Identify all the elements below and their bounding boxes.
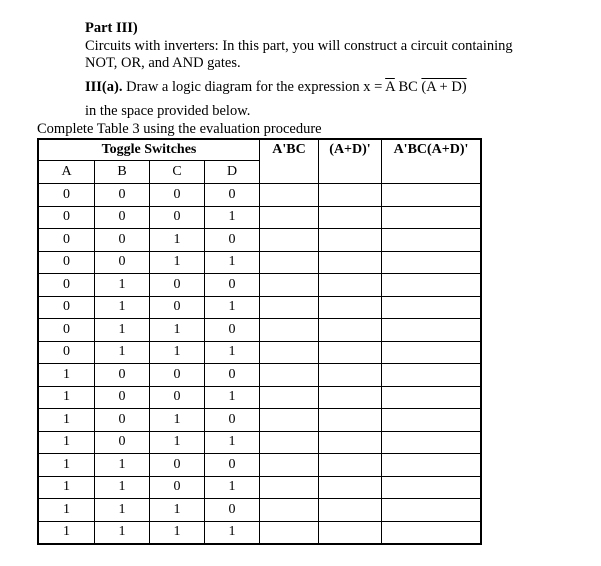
result-cell (319, 409, 382, 432)
input-cell: 1 (95, 476, 150, 499)
task-line-2: in the space provided below. (85, 103, 251, 119)
input-cell: 0 (205, 274, 260, 297)
table-instruction: Complete Table 3 using the evaluation procedure (37, 121, 322, 137)
input-cell: 1 (95, 341, 150, 364)
result-header-product: A'BC(A+D)' (382, 139, 482, 161)
result-cell (319, 521, 382, 544)
table-row (38, 499, 481, 522)
result-cell (260, 364, 319, 387)
result-cell (382, 521, 482, 544)
result-cell (319, 454, 382, 477)
result-cell (260, 521, 319, 544)
result-cell (382, 274, 482, 297)
result-cell (260, 229, 319, 252)
input-cell: 1 (150, 499, 205, 522)
table-row (38, 251, 481, 274)
table-row (38, 476, 481, 499)
result-cell (319, 341, 382, 364)
expr-or-bar: (A + D) (421, 79, 467, 95)
table-row (38, 341, 481, 364)
input-cell: 1 (150, 409, 205, 432)
result-cell (260, 341, 319, 364)
result-cell (319, 229, 382, 252)
result-cell (319, 476, 382, 499)
table-top-header-row (38, 139, 481, 161)
input-cell: 0 (95, 251, 150, 274)
result-cell (260, 184, 319, 207)
input-cell: 0 (38, 341, 95, 364)
table-row (38, 521, 481, 544)
result-cell (319, 386, 382, 409)
table-row (38, 364, 481, 387)
result-cell (260, 499, 319, 522)
result-cell (382, 409, 482, 432)
input-cell: 0 (95, 184, 150, 207)
input-cell: 1 (205, 341, 260, 364)
input-cell: 1 (205, 296, 260, 319)
result-cell (319, 161, 382, 184)
input-cell: 1 (150, 251, 205, 274)
result-cell (382, 319, 482, 342)
toggle-switches-header: Toggle Switches (38, 139, 260, 161)
input-cell: 1 (95, 499, 150, 522)
input-cell: 0 (95, 386, 150, 409)
result-cell (319, 499, 382, 522)
input-cell: 0 (150, 274, 205, 297)
input-cell: 1 (38, 476, 95, 499)
input-cell: 1 (38, 521, 95, 544)
result-cell (382, 184, 482, 207)
input-cell: 1 (95, 296, 150, 319)
table-row (38, 454, 481, 477)
table-row (38, 431, 481, 454)
input-cell: 0 (205, 409, 260, 432)
result-cell (382, 251, 482, 274)
input-cell: 1 (205, 206, 260, 229)
task-label: III(a). (85, 79, 123, 95)
truth-table (37, 138, 482, 545)
result-cell (382, 206, 482, 229)
result-cell (382, 161, 482, 184)
result-cell (319, 319, 382, 342)
input-cell: 1 (150, 319, 205, 342)
input-cell: 1 (150, 521, 205, 544)
input-cell: 0 (95, 409, 150, 432)
result-cell (382, 386, 482, 409)
input-cell: 0 (95, 206, 150, 229)
result-cell (260, 296, 319, 319)
table-row (38, 296, 481, 319)
input-cell: 1 (150, 341, 205, 364)
input-cell: 0 (150, 386, 205, 409)
input-cell: 1 (38, 431, 95, 454)
task-line (85, 79, 467, 95)
input-cell: 0 (205, 229, 260, 252)
input-cell: 1 (95, 454, 150, 477)
result-cell (382, 476, 482, 499)
result-cell (319, 274, 382, 297)
input-cell: 0 (205, 364, 260, 387)
input-cell: 1 (95, 521, 150, 544)
result-cell (260, 161, 319, 184)
section-title: Part III) (85, 20, 138, 36)
table-row (38, 206, 481, 229)
result-cell (319, 431, 382, 454)
input-cell: 0 (205, 499, 260, 522)
table-row (38, 274, 481, 297)
input-header-b: B (95, 161, 150, 184)
result-cell (319, 206, 382, 229)
table-row (38, 319, 481, 342)
result-cell (382, 454, 482, 477)
input-cell: 0 (38, 229, 95, 252)
input-cell: 0 (95, 364, 150, 387)
input-cell: 1 (95, 274, 150, 297)
result-cell (319, 184, 382, 207)
input-header-d: D (205, 161, 260, 184)
input-cell: 1 (150, 229, 205, 252)
input-cell: 1 (205, 476, 260, 499)
result-cell (382, 341, 482, 364)
result-cell (319, 251, 382, 274)
input-header-a: A (38, 161, 95, 184)
intro-line-2: NOT, OR, and AND gates. (85, 55, 241, 71)
input-cell: 0 (95, 431, 150, 454)
intro-line-1: Circuits with inverters: In this part, you will construct a circuit containing (85, 38, 513, 54)
expr-bc: BC (398, 79, 418, 95)
input-cell: 1 (38, 454, 95, 477)
result-cell (260, 431, 319, 454)
result-cell (260, 476, 319, 499)
input-cell: 0 (150, 206, 205, 229)
result-header-abc: A'BC (260, 139, 319, 161)
result-header-a-plus-d: (A+D)' (319, 139, 382, 161)
input-cell: 0 (38, 184, 95, 207)
result-cell (382, 431, 482, 454)
input-cell: 1 (205, 521, 260, 544)
result-cell (319, 296, 382, 319)
input-cell: 0 (38, 319, 95, 342)
input-cell: 0 (95, 229, 150, 252)
input-cell: 0 (150, 476, 205, 499)
input-cell: 0 (38, 251, 95, 274)
result-cell (382, 364, 482, 387)
result-cell (260, 454, 319, 477)
input-cell: 1 (95, 319, 150, 342)
task-text: Draw a logic diagram for the expression x = (126, 79, 383, 95)
input-cell: 0 (150, 364, 205, 387)
input-cell: 0 (38, 274, 95, 297)
table-row (38, 386, 481, 409)
input-cell: 0 (150, 296, 205, 319)
result-cell (260, 251, 319, 274)
input-cell: 0 (205, 454, 260, 477)
table-row (38, 184, 481, 207)
input-cell: 0 (38, 296, 95, 319)
result-cell (382, 229, 482, 252)
input-cell: 0 (205, 184, 260, 207)
table-input-header-row (38, 161, 481, 184)
result-cell (382, 499, 482, 522)
result-cell (382, 296, 482, 319)
expr-a-bar: $\overline{A}$ (385, 79, 395, 95)
input-cell: 1 (205, 386, 260, 409)
result-cell (260, 386, 319, 409)
result-cell (319, 364, 382, 387)
input-cell: 0 (150, 454, 205, 477)
table-row (38, 409, 481, 432)
input-cell: 1 (38, 499, 95, 522)
result-cell (260, 409, 319, 432)
input-cell: 0 (38, 206, 95, 229)
input-cell: 0 (205, 319, 260, 342)
input-cell: 1 (38, 364, 95, 387)
input-cell: 1 (205, 251, 260, 274)
table-row (38, 229, 481, 252)
input-cell: 1 (38, 386, 95, 409)
input-header-c: C (150, 161, 205, 184)
result-cell (260, 206, 319, 229)
input-cell: 0 (150, 184, 205, 207)
result-cell (260, 274, 319, 297)
result-cell (260, 319, 319, 342)
input-cell: 1 (205, 431, 260, 454)
input-cell: 1 (38, 409, 95, 432)
input-cell: 1 (150, 431, 205, 454)
